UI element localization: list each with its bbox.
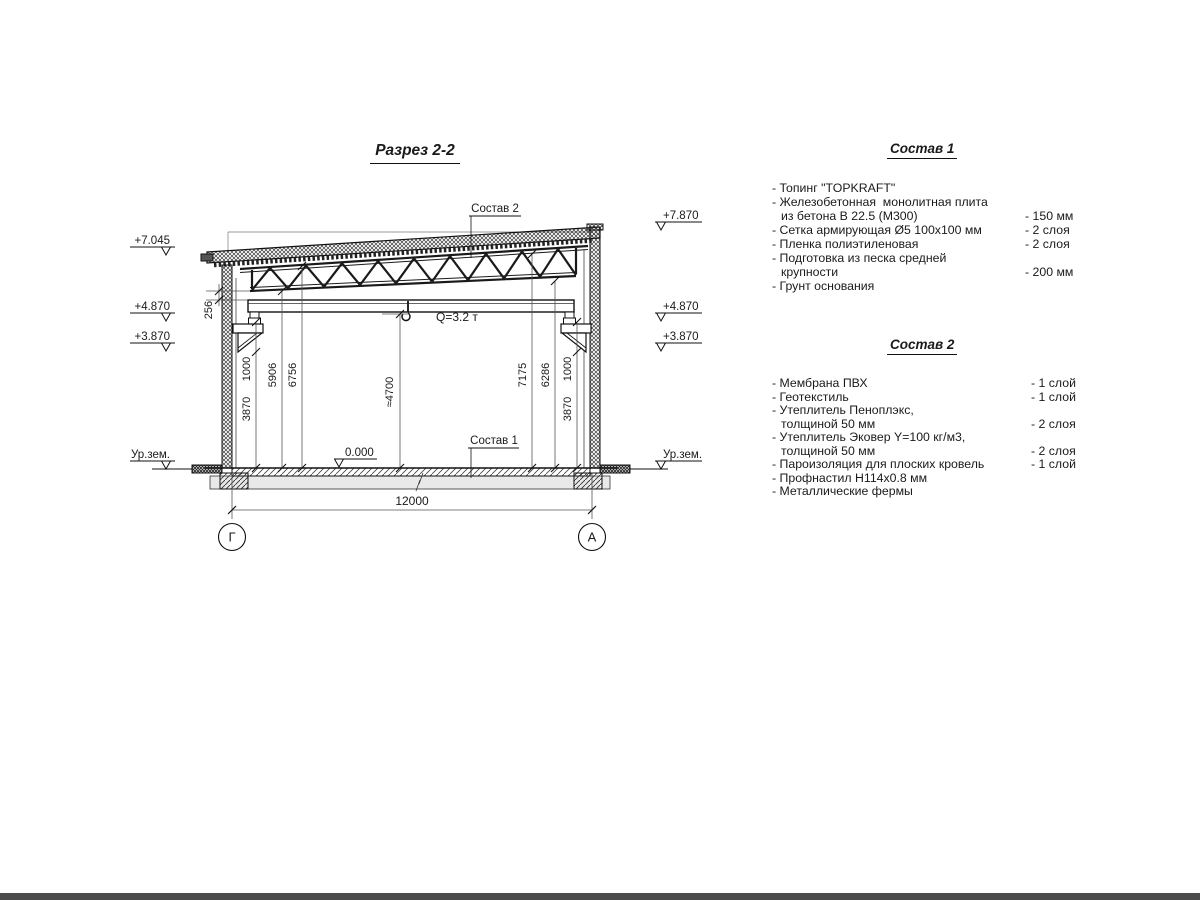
right-foundation: [574, 473, 602, 489]
right-wall: [590, 227, 600, 468]
spec-list-sostav1: [772, 142, 1094, 293]
dim-256: 256: [203, 300, 215, 320]
spec1-item: - Пленка полиэтиленовая - 2 слоя: [772, 237, 1070, 251]
spec2-item: - Профнастил Н114х0.8 мм: [772, 470, 928, 485]
elevation-ground-right: [655, 449, 702, 469]
spec2-item: - Металлические фермы: [772, 484, 913, 498]
dim-3870-left: 3870: [241, 396, 253, 422]
spec2-item: - Геотекстиль - 1 слой: [772, 389, 1076, 404]
elevation-7045: [130, 235, 175, 255]
spec1-item: - Подготовка из песка средней крупности - 200 мм: [772, 251, 1074, 279]
spec1-item: - Топинг "TOPKRAFT": [772, 181, 896, 195]
elevation-marks-left: [130, 235, 175, 469]
dim-1000-left: 1000: [241, 356, 253, 382]
left-foundation: [220, 473, 248, 489]
spec2-title: Состав 2: [887, 338, 957, 355]
dim-span: 12000: [395, 494, 429, 508]
sostav1-ref-label: Состав 1: [470, 435, 518, 447]
spec1-title: Состав 1: [887, 142, 957, 159]
svg-text:Ур.зем.: Ур.зем.: [130, 449, 170, 461]
svg-text:+3.870: +3.870: [663, 331, 699, 343]
dim-3870-right: 3870: [562, 396, 574, 422]
spec2-item: - Пароизоляция для плоских кровель - 1 слой: [772, 457, 1076, 471]
left-blind-area: [192, 465, 222, 473]
crane-capacity-label: Q=3.2 т: [436, 310, 478, 324]
spec2-item: - Утеплитель Эковер Y=100 кг/м3, толщиной 50 мм - 2 слоя: [772, 430, 1076, 458]
svg-text:+7.045: +7.045: [134, 235, 170, 247]
elevation-marks-right: [655, 210, 702, 469]
spec2-item: - Утеплитель Пеноплэкс, толщиной 50 мм - 2 слоя: [772, 403, 1076, 431]
window-bottom-edge: [0, 893, 1200, 900]
svg-text:Ур.зем.: Ур.зем.: [663, 449, 703, 461]
dim-6756: 6756: [287, 362, 299, 388]
sostav2-ref-label: Состав 2: [471, 203, 519, 215]
svg-text:+3.870: +3.870: [134, 331, 170, 343]
dim-hook-height: ≈4700: [384, 376, 396, 408]
floor: [152, 465, 668, 491]
dim-5906: 5906: [267, 362, 279, 388]
spec1-item: - Сетка армирующая Ø5 100x100 мм - 2 слоя: [772, 223, 1070, 237]
dim-7175: 7175: [517, 362, 529, 388]
sand-bed: [210, 476, 610, 489]
drawing-title: Разрез 2-2: [370, 142, 460, 164]
right-blind-area: [600, 465, 630, 473]
spec1-item: - Железобетонная монолитная плита из бетона В 22.5 (М300) - 150 мм: [772, 195, 1074, 223]
spec2-item: - Мембрана ПВХ - 1 слой: [772, 376, 1076, 390]
crane-bridge: [233, 300, 591, 352]
elevation-4870-left: [130, 301, 175, 321]
right-corbel-bar: [561, 324, 591, 333]
floor-slab: [232, 468, 590, 476]
svg-text:+4.870: +4.870: [663, 301, 699, 313]
axis-label-right: А: [587, 529, 597, 545]
elevation-4870-right: [655, 301, 702, 321]
right-corbel: [562, 333, 586, 352]
elevation-3870-left: [130, 331, 175, 351]
grid-axes: [219, 524, 606, 551]
axis-label-left: Г: [228, 529, 236, 545]
left-corbel-bar: [233, 324, 263, 333]
elevation-7870: [655, 210, 702, 230]
dim-6286: 6286: [540, 362, 552, 388]
spec-list-sostav2: [772, 338, 1094, 499]
elevation-3870-right: [655, 331, 702, 351]
zero-level-label: 0.000: [345, 447, 374, 459]
zero-level-mark: [334, 447, 377, 467]
spec1-item: - Грунт основания: [772, 279, 875, 293]
left-wall: [222, 265, 232, 468]
elevation-ground-left: [130, 449, 175, 469]
svg-text:+4.870: +4.870: [134, 301, 170, 313]
svg-text:+7.870: +7.870: [663, 210, 699, 222]
eave-drip-edge: [201, 254, 213, 261]
dim-1000-right: 1000: [562, 356, 574, 382]
